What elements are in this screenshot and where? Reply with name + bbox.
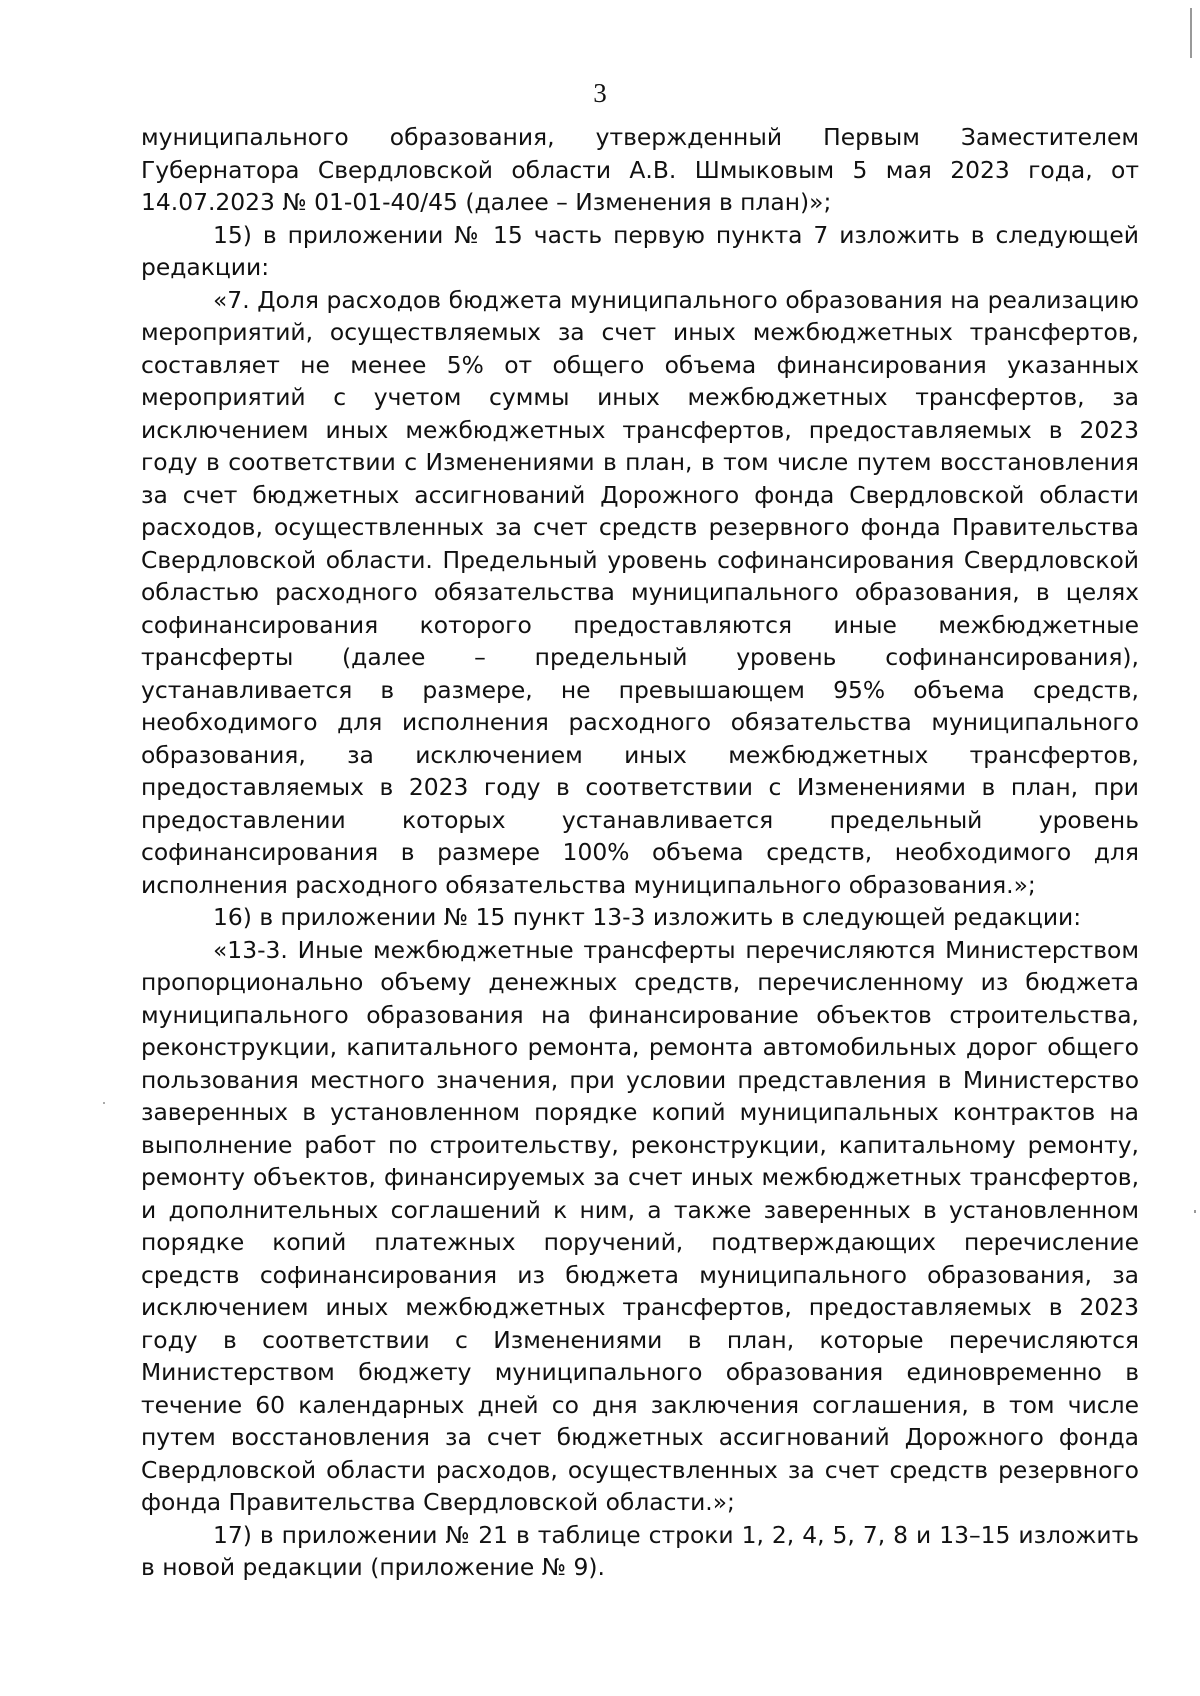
document-body bbox=[141, 121, 1139, 1584]
scan-artifact bbox=[1190, 8, 1192, 58]
paragraph-item-17: 17) в приложении № 21 в таблице строки 1, 2, 4, 5, 7, 8 и 13–15 изложить в новой редакции (приложение № 9). bbox=[141, 1520, 1139, 1581]
paragraph-quote-13-3: «13-3. Иные межбюджетные трансферты перечисляются Министерством пропорционально объему денежных средств, перечисленному из бюджета муниципального образования на финансирование объектов строительства, реконструкции, капитального ремонта, ремонта автомобильных дорог общего пользования местного значения, при условии представления в Министерство заверенных в установленном порядке копий муниципальных контрактов на выполнение работ по строительству, реконструкции, капитальному ремонту, ремонту объектов, финансируемых за счет иных межбюджетных трансфертов, и дополнительных соглашений к ним, а также заверенных в установленном порядке копий платежных поручений, подтверждающих перечисление средств софинансирования из бюджета муниципального образования, за исключением иных межбюджетных трансфертов, предоставляемых в 2023 году в соответствии с Изменениями в план, которые перечисляются Министерством бюджету муниципального образования единовременно в течение 60 календарных дней со дня заключения соглашения, в том числе путем восстановления за счет бюджетных ассигнований Дорожного фонда Свердловской области расходов, осуществленных за счет средств резервного фонда Правительства Свердловской области.»; bbox=[141, 935, 1139, 1516]
paragraph-item-15: 15) в приложении № 15 часть первую пункта 7 изложить в следующей редакции: bbox=[141, 220, 1139, 281]
scan-artifact bbox=[1194, 1210, 1196, 1213]
paragraph-continuation: муниципального образования, утвержденный Первым Заместителем Губернатора Свердловской области А.В. Шмыковым 5 мая 2023 года, от 14.07.2023 № 01-01-40/45 (далее – Изменения в план)»; bbox=[141, 123, 1139, 216]
paragraph-item-16: 16) в приложении № 15 пункт 13-3 изложить в следующей редакции: bbox=[213, 903, 1082, 931]
scan-artifact bbox=[103, 1102, 105, 1104]
page-number: 3 bbox=[593, 78, 607, 108]
paragraph-quote-7: «7. Доля расходов бюджета муниципального образования на реализацию мероприятий, осуществляемых за счет иных межбюджетных трансфертов, составляет не менее 5% от общего объема финансирования указанных мероприятий с учетом суммы иных межбюджетных трансфертов, за исключением иных межбюджетных трансфертов, предоставляемых в 2023 году в соответствии с Изменениями в план, в том числе путем восстановления за счет бюджетных ассигнований Дорожного фонда Свердловской области расходов, осуществленных за счет средств резервного фонда Правительства Свердловской области. Предельный уровень софинансирования Свердловской областью расходного обязательства муниципального образования, в целях софинансирования которого предоставляются иные межбюджетные трансферты (далее – предельный уровень софинансирования), устанавливается в размере, не превышающем 95% объема средств, необходимого для исполнения расходного обязательства муниципального образования, за исключением иных межбюджетных трансфертов, предоставляемых в 2023 году в соответствии с Изменениями в план, при предоставлении которых устанавливается предельный уровень софинансирования в размере 100% объема средств, необходимого для исполнения расходного обязательства муниципального образования.»; bbox=[141, 285, 1139, 899]
